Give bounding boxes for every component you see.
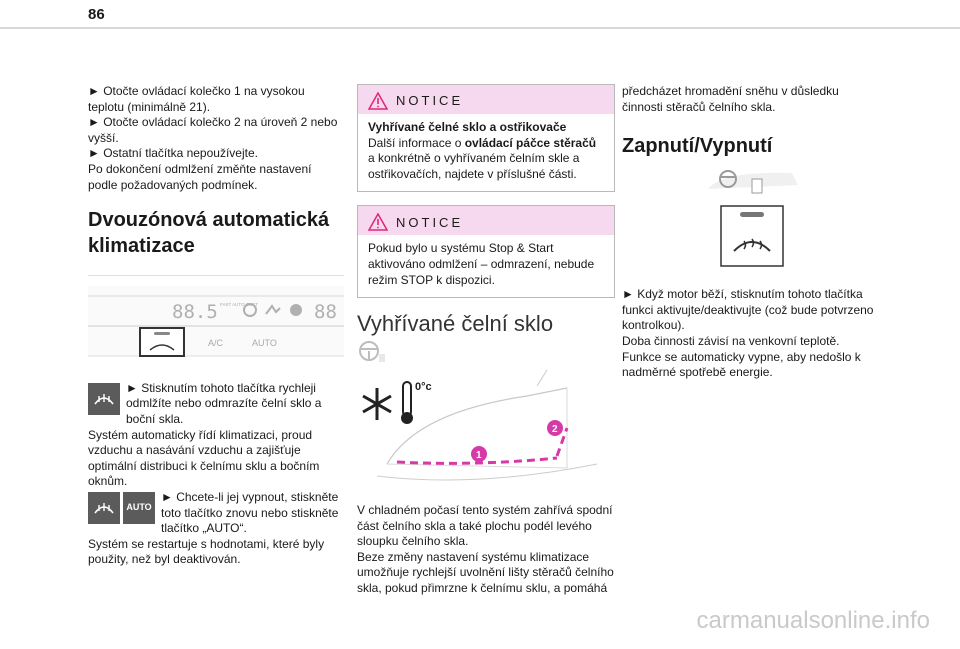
on-off-para-3: Funkce se automaticky vypne, aby nedošlo k nadměrné spotřebě energie. [622, 349, 861, 380]
on-off-para-1: ► Když motor běží, stisknutím tohoto tlačítka funkci aktivujte/deaktivujte (což bude potvrzeno kontrolkou). [622, 287, 874, 333]
notice-1-text-a: Další informace o [368, 135, 465, 150]
intro-line-1: ► Otočte ovládací kolečko 1 na vysokou teplotu (minimálně 21). [88, 84, 305, 114]
defrost-para-1: ► Stisknutím tohoto tlačítka rychleji odmlžíte nebo odmrazíte čelní sklo a boční skla. [126, 380, 322, 426]
warning-icon [368, 213, 388, 231]
notice-title-1: NOTICE [396, 93, 464, 109]
ac-button-label: A/C [208, 338, 224, 349]
marker-2-label: 2 [552, 424, 558, 436]
notice-1-bold: Vyhřívané čelné sklo a ostřikovače [368, 120, 567, 134]
intro-line-4: Po dokončení odmlžení změňte nastavení podle požadovaných podmínek. [88, 161, 312, 192]
steering-wheel-icon [357, 340, 387, 364]
intro-line-3: ► Ostatní tlačítka nepoužívejte. [88, 146, 258, 161]
notice-title-2: NOTICE [396, 214, 464, 230]
section-heading-heated-windscreen: Vyhřívané čelní sklo [357, 311, 554, 337]
panel-display-left: 88.5 [172, 301, 218, 324]
section-heading-dual-zone: Dvouzónová automatická klimatizace [88, 209, 330, 258]
heated-windscreen-para-1: V chladném počasí tento systém zahřívá spodní část čelního skla a také plochu podél levého sloupku čelního skla. [357, 502, 613, 549]
page-number: 86 [88, 6, 105, 23]
dashboard-location-illustration [702, 167, 802, 197]
continued-para: předcházet hromadění sněhu v důsledku činnosti stěračů čelního skla. [622, 84, 839, 114]
climate-panel-figure [88, 275, 344, 371]
auto-icon: AUTO [123, 492, 155, 524]
front-defrost-icon-2 [88, 492, 120, 524]
panel-display-right: 88 [314, 301, 337, 324]
notice-1-text [368, 136, 604, 183]
marker-1-label: 1 [476, 450, 482, 462]
panel-mode-text: FAST AUTO SOFT [220, 302, 258, 308]
defrost-para-3: ► Chcete-li jej vypnout, stiskněte toto tlačítko znovu nebo stiskněte tlačítko „AUTO“. [161, 489, 339, 536]
column-3 [622, 84, 882, 381]
front-defrost-icon [88, 383, 120, 415]
climate-panel-illustration [88, 276, 344, 366]
fan-icon [290, 304, 302, 316]
column-2 [357, 84, 615, 597]
section-heading-on-off: Zapnutí/Vypnutí [622, 135, 773, 158]
notice-2-text: Pokud bylo u systému Stop & Start aktivováno odmlžení – odmrazení, nebude režim STOP k dispozici. [368, 241, 595, 287]
auto-button-label: AUTO [252, 338, 277, 349]
snowflake-icon [363, 388, 391, 420]
notice-1-text-bold: ovládací páčce stěračů [464, 135, 597, 150]
defrost-para-4: Systém se restartuje s hodnotami, které byly použity, než byl deaktivován. [88, 536, 325, 567]
notice-box-1 [357, 84, 615, 192]
defrost-para-2: Systém automaticky řídí klimatizaci, proud vzduchu a nasávání vzduchu a zajišťuje optimální distribuci k čelnímu sklu a bočním oknům. [88, 427, 320, 489]
dashboard-location-figure [622, 167, 882, 197]
heated-windscreen-para-2: Beze změny nastavení systému klimatizace umožňuje rychlejší uvolnění lišty stěračů čelního skla, pokud přimrzne k čelnímu sklu, a pomáhá [357, 549, 614, 595]
notice-1-text-b: a konkrétně o vyhřívaném čelním skle a ostřikovačích, najdete v příslušné části. [368, 151, 580, 181]
intro-line-2: ► Otočte ovládací kolečko 2 na úroveň 2 nebo vyšší. [88, 115, 338, 145]
heated-windscreen-button [720, 205, 784, 267]
temperature-label: 0°c [415, 381, 432, 394]
top-rule [0, 27, 960, 29]
on-off-para-2: Doba činnosti závisí na venkovní teplotě. [622, 333, 840, 348]
column-1 [88, 84, 344, 568]
windscreen-illustration [357, 368, 613, 498]
heated-windscreen-button-figure [622, 205, 882, 267]
thermometer-icon [403, 382, 411, 416]
watermark: carmanualsonline.info [696, 607, 930, 634]
notice-box-2 [357, 205, 615, 298]
warning-icon [368, 92, 388, 110]
defrost-instructions [88, 381, 344, 568]
